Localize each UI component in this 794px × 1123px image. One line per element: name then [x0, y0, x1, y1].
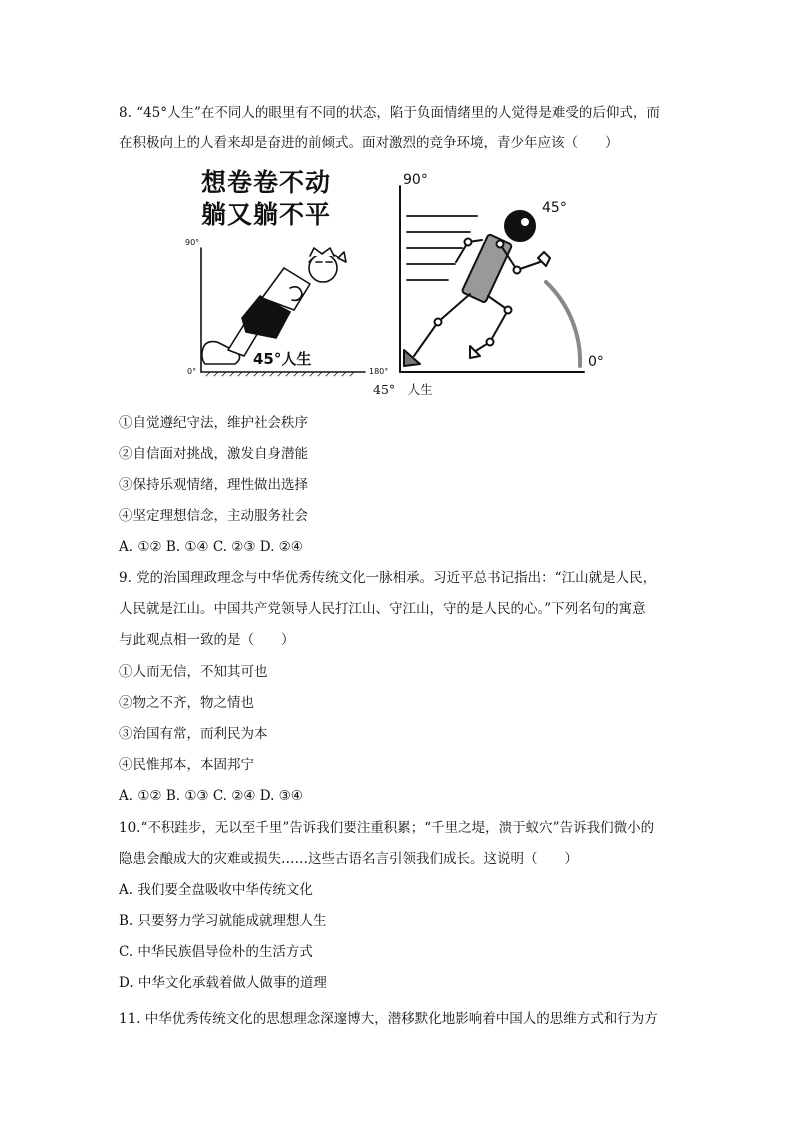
q9-option-2: ②物之不齐，物之情也 — [119, 695, 254, 711]
left-cartoon-caption: 45°人生 — [253, 350, 312, 368]
q8-answer-choices: A. ①② B. ①④ C. ②③ D. ②④ — [119, 539, 303, 555]
q10-stem-line-2: 隐患会酿成大的灾难或损失……这些古语名言引领我们成长。这说明（ ） — [119, 851, 578, 867]
q9-option-3: ③治国有常，而利民为本 — [119, 726, 268, 742]
right-axis-end-label: 0° — [588, 354, 604, 370]
right-axis-top-label: 90° — [403, 172, 428, 188]
q9-option-4: ④民惟邦本，本固邦宁 — [119, 757, 254, 773]
cartoon-illustrations — [0, 0, 794, 420]
q9-stem-line-1: 9. 党的治国理政理念与中华优秀传统文化一脉相承。习近平总书记指出：“江山就是人民， — [119, 570, 657, 586]
q11-stem-line-1: 11. 中华优秀传统文化的思想理念深邃博大，潜移默化地影响着中国人的思维方式和行为方 — [119, 1011, 658, 1027]
right-angle-label: 45° — [542, 200, 567, 216]
q8-stem-line-1: 8. “45°人生”在不同人的眼里有不同的状态，陷于负面情绪里的人觉得是难受的后仰式，而 — [119, 105, 660, 121]
q9-stem-line-2: 人民就是江山。中国共产党领导人民打江山、守江山，守的是人民的心。”下列名句的寓意 — [119, 601, 646, 617]
q8-stem-line-2: 在积极向上的人看来却是奋进的前倾式。面对激烈的竞争环境，青少年应该（ ） — [119, 135, 619, 151]
right-cartoon-caption: 45° 人生 — [373, 382, 433, 397]
q8-option-1: ①自觉遵纪守法，维护社会秩序 — [119, 415, 308, 431]
left-cartoon-title-2: 躺又躺不平 — [201, 200, 332, 229]
q10-option-d: D. 中华文化承载着做人做事的道理 — [119, 975, 327, 991]
q9-answer-choices: A. ①② B. ①③ C. ②④ D. ③④ — [119, 788, 303, 804]
q8-option-4: ④坚定理想信念，主动服务社会 — [119, 508, 308, 524]
left-axis-top-label: 90° — [185, 238, 200, 247]
left-axis-origin-label: 0° — [187, 367, 197, 376]
left-axis-right-label: 180° — [369, 367, 389, 376]
q8-option-3: ③保持乐观情绪，理性做出选择 — [119, 477, 308, 493]
q10-option-b: B. 只要努力学习就能成就理想人生 — [119, 913, 327, 929]
q9-stem-line-3: 与此观点相一致的是（ ） — [119, 632, 295, 648]
q10-stem-line-1: 10.“不积跬步，无以至千里”告诉我们要注重积累；“千里之堤，溃于蚁穴”告诉我们微小的 — [119, 820, 655, 836]
q8-option-2: ②自信面对挑战，激发自身潜能 — [119, 446, 308, 462]
q10-option-a: A. 我们要全盘吸收中华传统文化 — [119, 882, 313, 898]
left-cartoon-title-1: 想卷卷不动 — [201, 168, 332, 197]
q10-option-c: C. 中华民族倡导俭朴的生活方式 — [119, 944, 313, 960]
q9-option-1: ①人而无信，不知其可也 — [119, 664, 268, 680]
